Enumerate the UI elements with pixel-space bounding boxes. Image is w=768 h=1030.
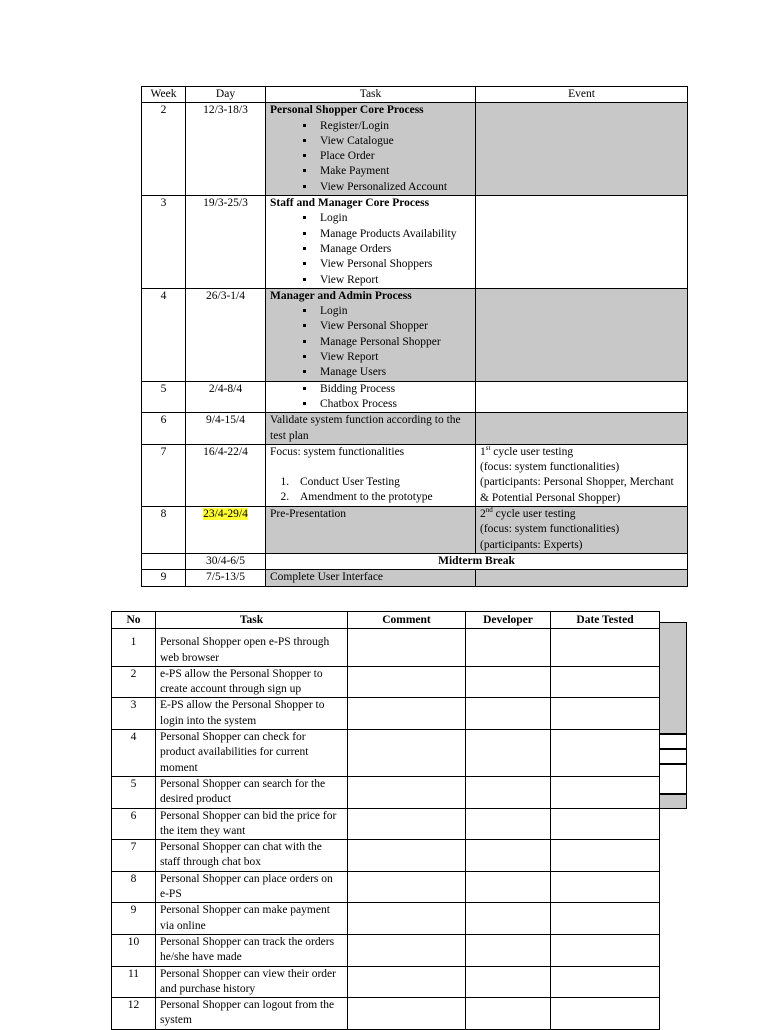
- date-tested-cell: [551, 934, 660, 966]
- test-table-overlay: [111, 611, 659, 1030]
- day-cell: [186, 507, 266, 554]
- test-header-row: [112, 612, 660, 629]
- no-cell: 12: [112, 998, 156, 1030]
- comment-cell: [348, 776, 466, 808]
- developer-cell: [466, 776, 551, 808]
- task-cell: [266, 288, 476, 381]
- task-title: Manager and Admin Process: [270, 289, 412, 302]
- event-cell: [476, 288, 688, 381]
- midterm-break-cell: Midterm Break: [266, 553, 688, 569]
- day-cell: 2/4-8/4: [186, 381, 266, 413]
- date-tested-cell: [551, 966, 660, 998]
- schedule-row: [142, 103, 688, 196]
- week-cell: 4: [142, 288, 186, 381]
- task-list: [270, 304, 471, 380]
- comment-header: Comment: [348, 612, 466, 629]
- developer-cell: [466, 871, 551, 903]
- task-cell: e-PS allow the Personal Shopper to create account through sign up: [156, 666, 348, 698]
- schedule-header-row: [142, 87, 688, 103]
- event-ordinal: 1: [480, 445, 486, 458]
- date-tested-cell: [551, 998, 660, 1030]
- task-cell: Personal Shopper can search for the desired product: [156, 776, 348, 808]
- developer-cell: [466, 666, 551, 698]
- comment-cell: [348, 808, 466, 840]
- week-header: Week: [142, 87, 186, 103]
- task-item: ▪ Chatbox Process: [316, 397, 471, 412]
- event-ordinal-suffix: st: [485, 444, 491, 452]
- event-cell: [476, 413, 688, 445]
- schedule-row: [142, 507, 688, 554]
- date-tested-cell: [551, 871, 660, 903]
- task-item: 2. Amendment to the prototype: [292, 490, 471, 505]
- day-cell: 26/3-1/4: [186, 288, 266, 381]
- task-list: [270, 382, 471, 413]
- task-item: ▪ View Personalized Account: [316, 180, 471, 195]
- no-header: No: [112, 612, 156, 629]
- task-item: ▪ Place Order: [316, 149, 471, 164]
- task-title: Personal Shopper Core Process: [270, 104, 424, 117]
- test-row: [112, 934, 660, 966]
- event-cell: [476, 103, 688, 196]
- test-row: [112, 666, 660, 698]
- schedule-row: [142, 444, 688, 506]
- task-header: Task: [266, 87, 476, 103]
- comment-cell: [348, 903, 466, 935]
- schedule-row: [142, 570, 688, 586]
- task-item: ▪ View Personal Shoppers: [316, 257, 471, 272]
- task-cell: Pre-Presentation: [266, 507, 476, 554]
- event-ordinal-suffix: nd: [485, 506, 493, 515]
- developer-cell: [466, 629, 551, 667]
- event-cell: [476, 507, 688, 554]
- event-line: (focus: system functionalities): [480, 461, 620, 474]
- task-text: Focus: system functionalities: [270, 445, 405, 458]
- comment-cell: [348, 698, 466, 730]
- schedule-row: [142, 553, 688, 569]
- date-tested-cell: [551, 629, 660, 667]
- no-cell: 1: [112, 629, 156, 667]
- task-item: ▪ Login: [316, 211, 471, 226]
- task-cell: Personal Shopper can track the orders he/she have made: [156, 934, 348, 966]
- task-cell: Personal Shopper can bid the price for the item they want: [156, 808, 348, 840]
- comment-cell: [348, 934, 466, 966]
- task-cell: Personal Shopper open e-PS through web browser: [156, 629, 348, 667]
- test-row: [112, 730, 660, 777]
- comment-cell: [348, 966, 466, 998]
- developer-cell: [466, 840, 551, 872]
- no-cell: 10: [112, 934, 156, 966]
- test-table: [111, 611, 660, 1030]
- task-item: ▪ View Personal Shopper: [316, 319, 471, 334]
- task-list: [270, 119, 471, 195]
- day-header: Day: [186, 87, 266, 103]
- event-line: (focus: system functionalities): [480, 523, 620, 536]
- date-tested-cell: [551, 698, 660, 730]
- task-numbered-list: [270, 475, 471, 506]
- week-cell: [142, 553, 186, 569]
- task-cell: Personal Shopper can place orders on e-PS: [156, 871, 348, 903]
- test-row: [112, 871, 660, 903]
- no-cell: 4: [112, 730, 156, 777]
- day-cell: 9/4-15/4: [186, 413, 266, 445]
- developer-cell: [466, 966, 551, 998]
- task-list: [270, 211, 471, 287]
- task-item: ▪ Manage Orders: [316, 242, 471, 257]
- day-cell: 30/4-6/5: [186, 553, 266, 569]
- event-header: Event: [476, 87, 688, 103]
- day-cell: 12/3-18/3: [186, 103, 266, 196]
- no-cell: 5: [112, 776, 156, 808]
- no-cell: 8: [112, 871, 156, 903]
- task-item: 1. Conduct User Testing: [292, 475, 471, 490]
- test-row: [112, 776, 660, 808]
- comment-cell: [348, 730, 466, 777]
- schedule-table: [141, 86, 688, 587]
- no-cell: 7: [112, 840, 156, 872]
- developer-header: Developer: [466, 612, 551, 629]
- day-cell: 19/3-25/3: [186, 196, 266, 289]
- comment-cell: [348, 871, 466, 903]
- comment-cell: [348, 840, 466, 872]
- task-cell: Validate system function according to the test plan: [266, 413, 476, 445]
- schedule-row: [142, 413, 688, 445]
- table-remnant: [658, 749, 687, 764]
- date-tested-cell: [551, 776, 660, 808]
- date-tested-cell: [551, 903, 660, 935]
- task-cell: Personal Shopper can chat with the staff through chat box: [156, 840, 348, 872]
- developer-cell: [466, 934, 551, 966]
- developer-cell: [466, 808, 551, 840]
- event-ordinal: 2: [480, 508, 486, 521]
- test-row: [112, 998, 660, 1030]
- test-row: [112, 808, 660, 840]
- test-row: [112, 840, 660, 872]
- test-row: [112, 966, 660, 998]
- date-tested-header: Date Tested: [551, 612, 660, 629]
- day-cell: 7/5-13/5: [186, 570, 266, 586]
- week-cell: 2: [142, 103, 186, 196]
- task-cell: Personal Shopper can make payment via online: [156, 903, 348, 935]
- event-cell: [476, 196, 688, 289]
- date-tested-cell: [551, 666, 660, 698]
- developer-cell: [466, 730, 551, 777]
- task-cell: [266, 444, 476, 506]
- no-cell: 6: [112, 808, 156, 840]
- table-remnant: [658, 622, 687, 734]
- table-remnant: [658, 794, 687, 809]
- week-cell: 9: [142, 570, 186, 586]
- task-title: Staff and Manager Core Process: [270, 197, 430, 210]
- no-cell: 3: [112, 698, 156, 730]
- week-cell: 7: [142, 444, 186, 506]
- task-cell: Complete User Interface: [266, 570, 476, 586]
- task-item: ▪ Make Payment: [316, 164, 471, 179]
- task-item: ▪ Register/Login: [316, 119, 471, 134]
- event-title-text: cycle user testing: [490, 445, 574, 458]
- task-item: ▪ View Catalogue: [316, 134, 471, 149]
- highlighted-date: 23/4-29/4: [203, 508, 248, 521]
- task-cell: Personal Shopper can logout from the system: [156, 998, 348, 1030]
- week-cell: 8: [142, 507, 186, 554]
- comment-cell: [348, 629, 466, 667]
- date-tested-cell: [551, 840, 660, 872]
- developer-cell: [466, 903, 551, 935]
- schedule-row: [142, 196, 688, 289]
- event-cell: [476, 381, 688, 413]
- test-row: [112, 903, 660, 935]
- task-cell: [266, 103, 476, 196]
- day-cell: 16/4-22/4: [186, 444, 266, 506]
- task-cell: Personal Shopper can check for product availabilities for current moment: [156, 730, 348, 777]
- task-cell: E-PS allow the Personal Shopper to login into the system: [156, 698, 348, 730]
- developer-cell: [466, 698, 551, 730]
- comment-cell: [348, 666, 466, 698]
- event-title: [480, 507, 683, 522]
- week-cell: 3: [142, 196, 186, 289]
- comment-cell: [348, 998, 466, 1030]
- date-tested-cell: [551, 808, 660, 840]
- developer-cell: [466, 998, 551, 1030]
- event-line: (participants: Personal Shopper, Merchant & Potential Personal Shopper): [480, 476, 674, 504]
- task-item: ▪ Bidding Process: [316, 382, 471, 397]
- event-line: (participants: Experts): [480, 538, 583, 551]
- task-item: ▪ Manage Users: [316, 365, 471, 380]
- event-title-text: cycle user testing: [492, 508, 576, 521]
- task-header: Task: [156, 612, 348, 629]
- table-remnant: [658, 764, 687, 794]
- task-cell: [266, 381, 476, 413]
- task-cell: Personal Shopper can view their order and purchase history: [156, 966, 348, 998]
- date-tested-cell: [551, 730, 660, 777]
- task-item: ▪ Login: [316, 304, 471, 319]
- schedule-row: [142, 288, 688, 381]
- event-title: [480, 445, 683, 460]
- no-cell: 2: [112, 666, 156, 698]
- task-item: ▪ View Report: [316, 350, 471, 365]
- event-cell: [476, 444, 688, 506]
- table-remnant: [658, 734, 687, 749]
- task-cell: [266, 196, 476, 289]
- event-cell: [476, 570, 688, 586]
- task-item: ▪ Manage Products Availability: [316, 227, 471, 242]
- no-cell: 11: [112, 966, 156, 998]
- task-item: ▪ View Report: [316, 273, 471, 288]
- test-row: [112, 629, 660, 667]
- no-cell: 9: [112, 903, 156, 935]
- week-cell: 5: [142, 381, 186, 413]
- task-item: ▪ Manage Personal Shopper: [316, 335, 471, 350]
- test-row: [112, 698, 660, 730]
- week-cell: 6: [142, 413, 186, 445]
- schedule-row: [142, 381, 688, 413]
